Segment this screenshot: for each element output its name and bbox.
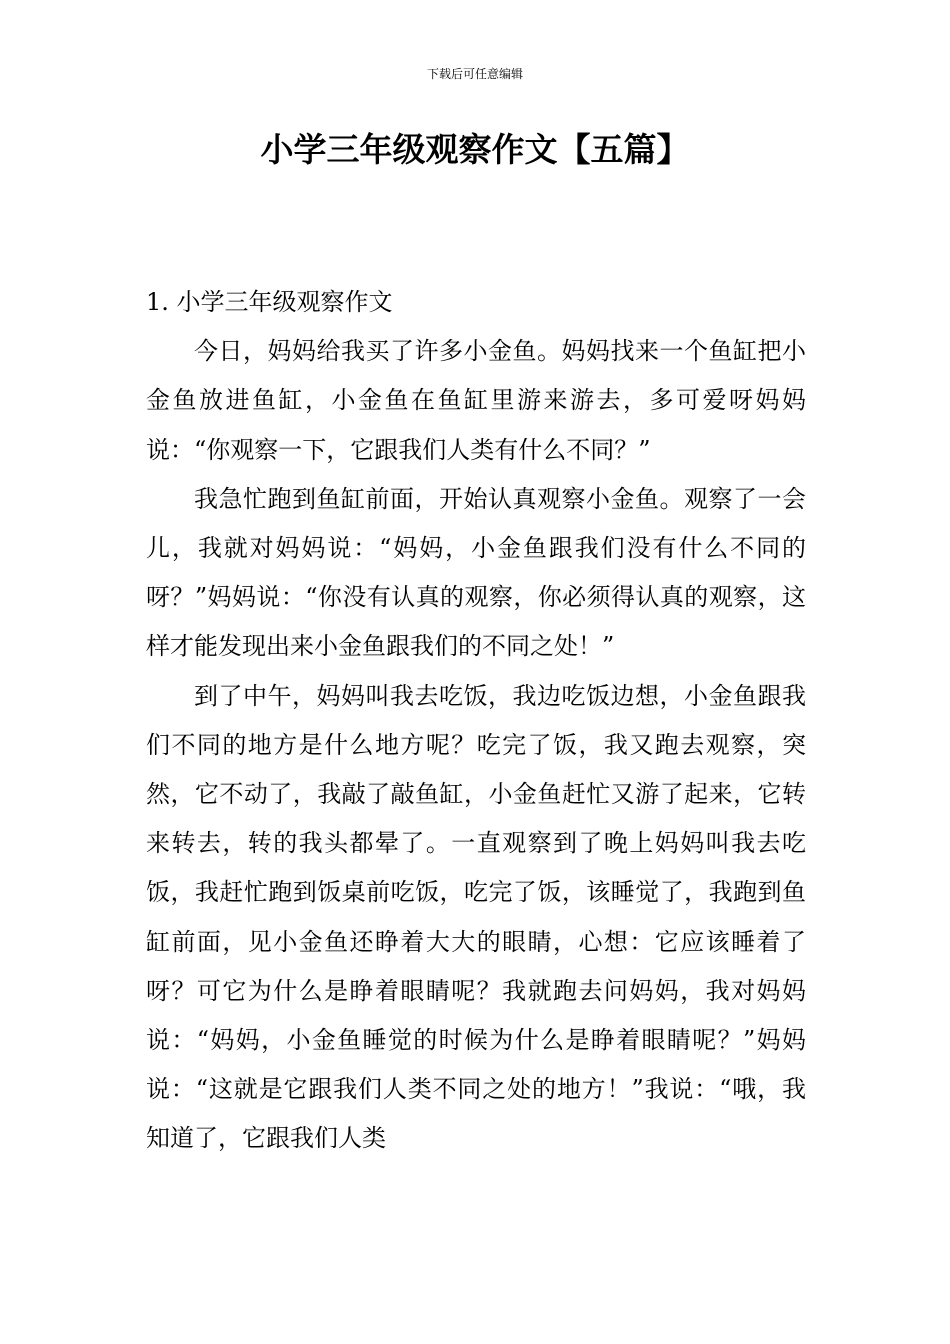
document-body: [146, 278, 806, 1164]
paragraph: 到了中午，妈妈叫我去吃饭，我边吃饭边想，小金鱼跟我们不同的地方是什么地方呢？吃完了饭，我又跑去观察，突然，它不动了，我敲了敲鱼缸，小金鱼赶忙又游了起来，它转来转去，转的我头都晕了。一直观察到了晚上妈妈叫我去吃饭，我赶忙跑到饭桌前吃饭，吃完了饭，该睡觉了，我跑到鱼缸前面，见小金鱼还睁着大大的眼睛，心想：它应该睡着了呀？可它为什么是睁着眼睛呢？我就跑去问妈妈，我对妈妈说：“妈妈，小金鱼睡觉的时候为什么是睁着眼睛呢？”妈妈说：“这就是它跟我们人类不同之处的地方！”我说：“哦，我知道了，它跟我们人类: [146, 681, 806, 1153]
section-heading: 1. 小学三年级观察作文: [146, 288, 393, 316]
paragraph: 我急忙跑到鱼缸前面，开始认真观察小金鱼。观察了一会儿，我就对妈妈说：“妈妈，小金鱼跟我们没有什么不同的呀？”妈妈说：“你没有认真的观察，你必须得认真的观察，这样才能发现出来小金鱼跟我们的不同之处！”: [146, 484, 806, 661]
header-note: 下载后可任意编辑: [426, 67, 523, 81]
paragraph: 今日，妈妈给我买了许多小金鱼。妈妈找来一个鱼缸把小金鱼放进鱼缸，小金鱼在鱼缸里游来游去，多可爱呀妈妈说：“你观察一下，它跟我们人类有什么不同？”: [146, 337, 806, 464]
document-title: 小学三年级观察作文【五篇】: [260, 130, 690, 169]
